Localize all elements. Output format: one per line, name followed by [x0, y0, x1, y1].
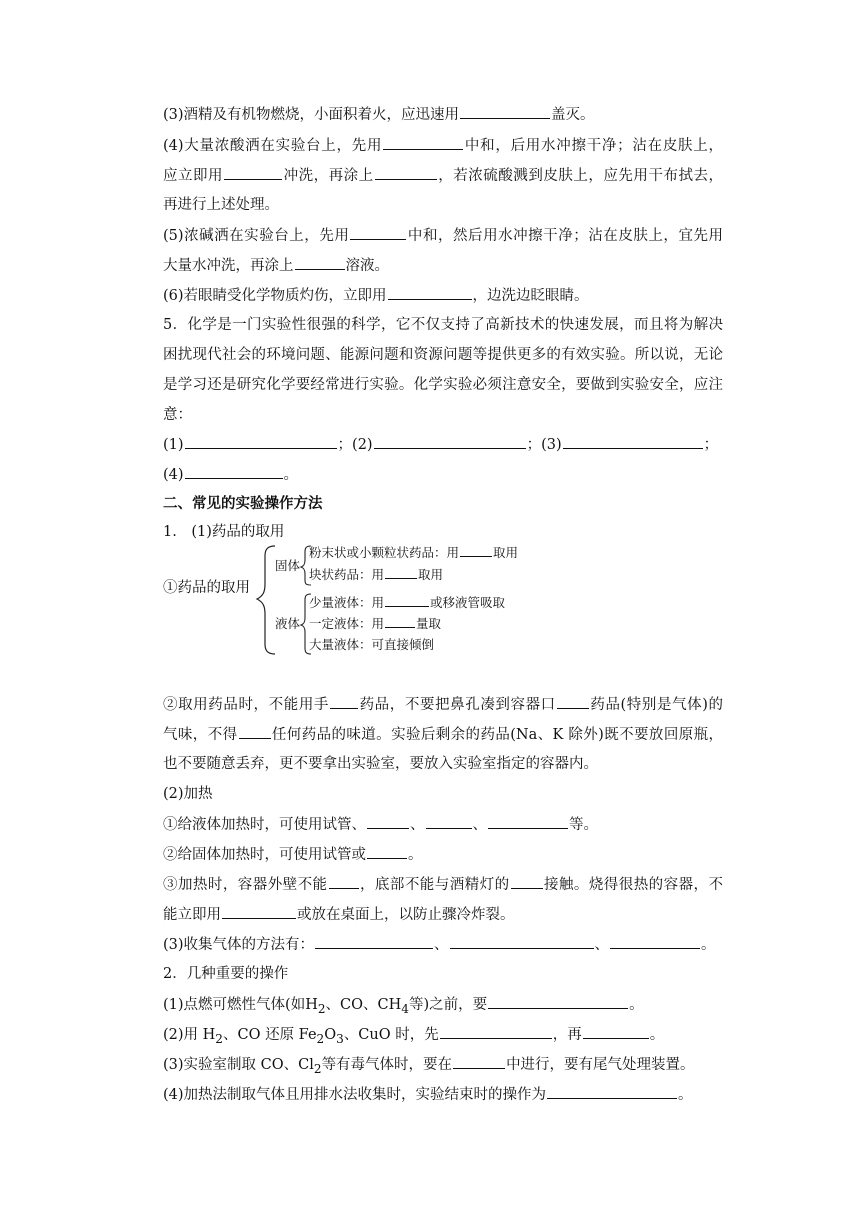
answer-blank[interactable] [557, 694, 589, 709]
answer-blank[interactable] [610, 934, 700, 949]
text: 、 [434, 937, 449, 953]
liquid-label: 液体 [275, 616, 301, 631]
answer-blank[interactable] [329, 874, 359, 889]
question-5-answers-1 [163, 434, 723, 455]
text: 气味，不得 [163, 727, 238, 743]
answer-blank[interactable] [426, 814, 472, 829]
text: 。 [283, 467, 299, 483]
heating-rule-2 [163, 844, 723, 865]
text: 、 [410, 817, 425, 833]
heating-rule-3-cont [163, 904, 723, 925]
answer-blank[interactable] [375, 165, 437, 180]
question-5-line-3: 是学习还是研究化学要经常进行实验。化学实验必须注意安全，要做到实验安全，应注 [163, 377, 723, 393]
subscript: 2 [215, 1031, 223, 1046]
text: (1)点燃可燃性气体(如H [163, 997, 318, 1013]
answer-blank[interactable] [367, 844, 407, 859]
answer-blank[interactable] [511, 874, 543, 889]
text: 大量水冲洗，再涂上 [163, 258, 294, 274]
text: 少量液体：用 [309, 595, 385, 610]
text: 或放在桌面上，以防止骤冷炸裂。 [297, 907, 515, 923]
subscript: 2 [316, 1031, 325, 1046]
text: 等)之前，要 [408, 997, 488, 1013]
text: (4)大量浓酸洒在实验台上，先用 [163, 138, 383, 154]
item-3-line [163, 104, 723, 125]
text: 中和，后用水冲擦干净；沾在皮肤上， [464, 138, 723, 154]
text: 药品(特别是气体)的 [589, 697, 724, 713]
answer-blank[interactable] [440, 1024, 552, 1039]
answer-blank[interactable] [374, 434, 526, 449]
answer-blank[interactable] [385, 566, 417, 579]
text: 药品，不要把鼻孔凑到容器口 [359, 697, 556, 713]
text: (3)收集气体的方法有： [163, 937, 315, 953]
item-1-heading: 1. (1)药品的取用 [163, 524, 285, 540]
text: 中和，然后用水冲擦干净；沾在皮肤上，宜先用 [407, 228, 723, 244]
text: 量取 [416, 616, 442, 631]
liquid-rule-1 [309, 594, 505, 611]
text: (5)浓碱洒在实验台上，先用 [163, 228, 350, 244]
text: (6)若眼睛受化学物质灼伤，立即用 [163, 288, 387, 304]
solid-rule-2 [309, 566, 443, 583]
diagram-main-label: ①药品的取用 [163, 580, 250, 596]
item-5-line-1 [163, 225, 723, 246]
answer-blank[interactable] [224, 165, 282, 180]
subscript: 2 [317, 1001, 326, 1016]
item-6-line [163, 285, 723, 306]
text: ；(3) [526, 437, 562, 453]
text: ①给液体加热时，可使用试管、 [163, 817, 366, 833]
text: ②给固体加热时，可使用试管或 [163, 847, 366, 863]
text: 、CO 还原 Fe [222, 1027, 317, 1043]
text: 等有毒气体时，要在 [321, 1057, 453, 1073]
answer-blank[interactable] [488, 814, 568, 829]
drug-handling-diagram [163, 542, 583, 658]
heating-heading: (2)加热 [163, 786, 213, 802]
text: 接触。烧得很热的容器，不 [543, 877, 724, 893]
text: 任何药品的味道。实验后剩余的药品(Na、K 除外)既不要放回原瓶， [271, 727, 724, 743]
text: (2)用 H [163, 1027, 216, 1043]
operation-1 [163, 994, 723, 1019]
rule-2-line-3: 也不要随意丢弃，更不要拿出实验室，要放入实验室指定的容器内。 [163, 756, 598, 772]
operation-3 [163, 1054, 723, 1079]
text: 中进行，要有尾气处理装置。 [506, 1057, 695, 1073]
answer-blank[interactable] [460, 104, 550, 119]
text: ③加热时，容器外壁不能 [163, 877, 328, 893]
text: 。 [649, 1027, 665, 1043]
text: 取用 [418, 567, 444, 582]
liquid-rule-2 [309, 615, 441, 632]
answer-blank[interactable] [388, 285, 472, 300]
operation-2 [163, 1024, 723, 1049]
answer-blank[interactable] [460, 544, 492, 557]
text: 应立即用 [163, 168, 224, 184]
question-5-line-4: 意： [163, 407, 192, 423]
item-5-line-2 [163, 255, 723, 276]
heating-rule-1 [163, 814, 723, 835]
answer-blank[interactable] [367, 814, 409, 829]
text: 。 [701, 937, 716, 953]
item-2-heading: 2．几种重要的操作 [163, 966, 289, 982]
text: O [324, 1027, 337, 1043]
text: ； [703, 437, 719, 453]
solid-rule-1 [309, 544, 518, 561]
text: 。 [678, 1087, 693, 1103]
answer-blank[interactable] [383, 135, 463, 150]
text: (3)实验室制取 CO、Cl [163, 1057, 314, 1073]
subscript: 4 [401, 1001, 409, 1016]
answer-blank[interactable] [239, 724, 271, 739]
text: (3)酒精及有机物燃烧，小面积着火，应迅速用 [163, 107, 460, 123]
answer-blank[interactable] [185, 464, 283, 479]
answer-blank[interactable] [315, 934, 433, 949]
answer-blank[interactable] [385, 615, 415, 628]
answer-blank[interactable] [350, 225, 406, 240]
text: ，底部不能与酒精灯的 [359, 877, 510, 893]
text: ，若浓硫酸溅到皮肤上，应先用干布拭去， [437, 168, 724, 184]
text: 粉末状或小颗粒状药品：用 [309, 545, 460, 560]
rule-2-line-2 [163, 724, 723, 745]
text: ，边洗边眨眼睛。 [472, 288, 589, 304]
text: 块状药品：用 [309, 567, 385, 582]
text: 。 [629, 997, 644, 1013]
question-5-line-1: 5．化学是一门实验性很强的科学，它不仅支持了高新技术的快速发展，而且将为解决 [163, 317, 723, 333]
text: ；(2) [337, 437, 373, 453]
heating-rule-3 [163, 874, 723, 895]
liquid-rule-3: 大量液体：可直接倾倒 [309, 637, 435, 652]
section-heading: 二、常见的实验操作方法 [163, 495, 323, 512]
text: (4) [163, 467, 184, 483]
text: 取用 [493, 545, 519, 560]
text: 、 [594, 937, 610, 953]
answer-blank[interactable] [453, 1054, 505, 1069]
subscript: 2 [313, 1061, 322, 1076]
text: ②取用药品时，不能用手 [163, 697, 329, 713]
text: 一定液体：用 [309, 616, 385, 631]
text: 能立即用 [163, 907, 221, 923]
answer-blank[interactable] [583, 1024, 649, 1039]
answer-blank[interactable] [385, 594, 429, 607]
answer-blank[interactable] [330, 694, 358, 709]
question-5-answers-2 [163, 464, 723, 485]
answer-blank[interactable] [547, 1084, 677, 1099]
answer-blank[interactable] [185, 434, 337, 449]
answer-blank[interactable] [488, 994, 628, 1009]
text: ，再 [552, 1027, 582, 1043]
text: 、 [472, 817, 487, 833]
answer-blank[interactable] [295, 255, 345, 270]
subscript: 3 [336, 1031, 344, 1046]
answer-blank[interactable] [450, 934, 594, 949]
answer-blank[interactable] [563, 434, 703, 449]
text: (4)加热法制取气体且用排水法收集时，实验结束时的操作为 [163, 1087, 547, 1103]
text: 、CuO 时，先 [343, 1027, 439, 1043]
text: 或移液管吸取 [430, 595, 506, 610]
text: 盖灭。 [551, 107, 595, 123]
gas-collection-line [163, 934, 723, 955]
text: 等。 [569, 817, 598, 833]
item-4-line-1 [163, 135, 723, 156]
text: 、CO、CH [325, 997, 402, 1013]
text: 冲洗，再涂上 [283, 168, 374, 184]
item-4-line-3: 再进行上述处理。 [163, 197, 279, 213]
solid-label: 固体 [275, 558, 301, 573]
text: 溶液。 [345, 258, 389, 274]
question-5-line-2: 困扰现代社会的环境问题、能源问题和资源问题等提供更多的有效实验。所以说，无论 [163, 347, 723, 363]
operation-4 [163, 1084, 723, 1105]
text: (1) [163, 437, 184, 453]
text: 。 [408, 847, 423, 863]
rule-2-line-1 [163, 694, 723, 715]
item-4-line-2 [163, 165, 723, 186]
answer-blank[interactable] [222, 904, 296, 919]
